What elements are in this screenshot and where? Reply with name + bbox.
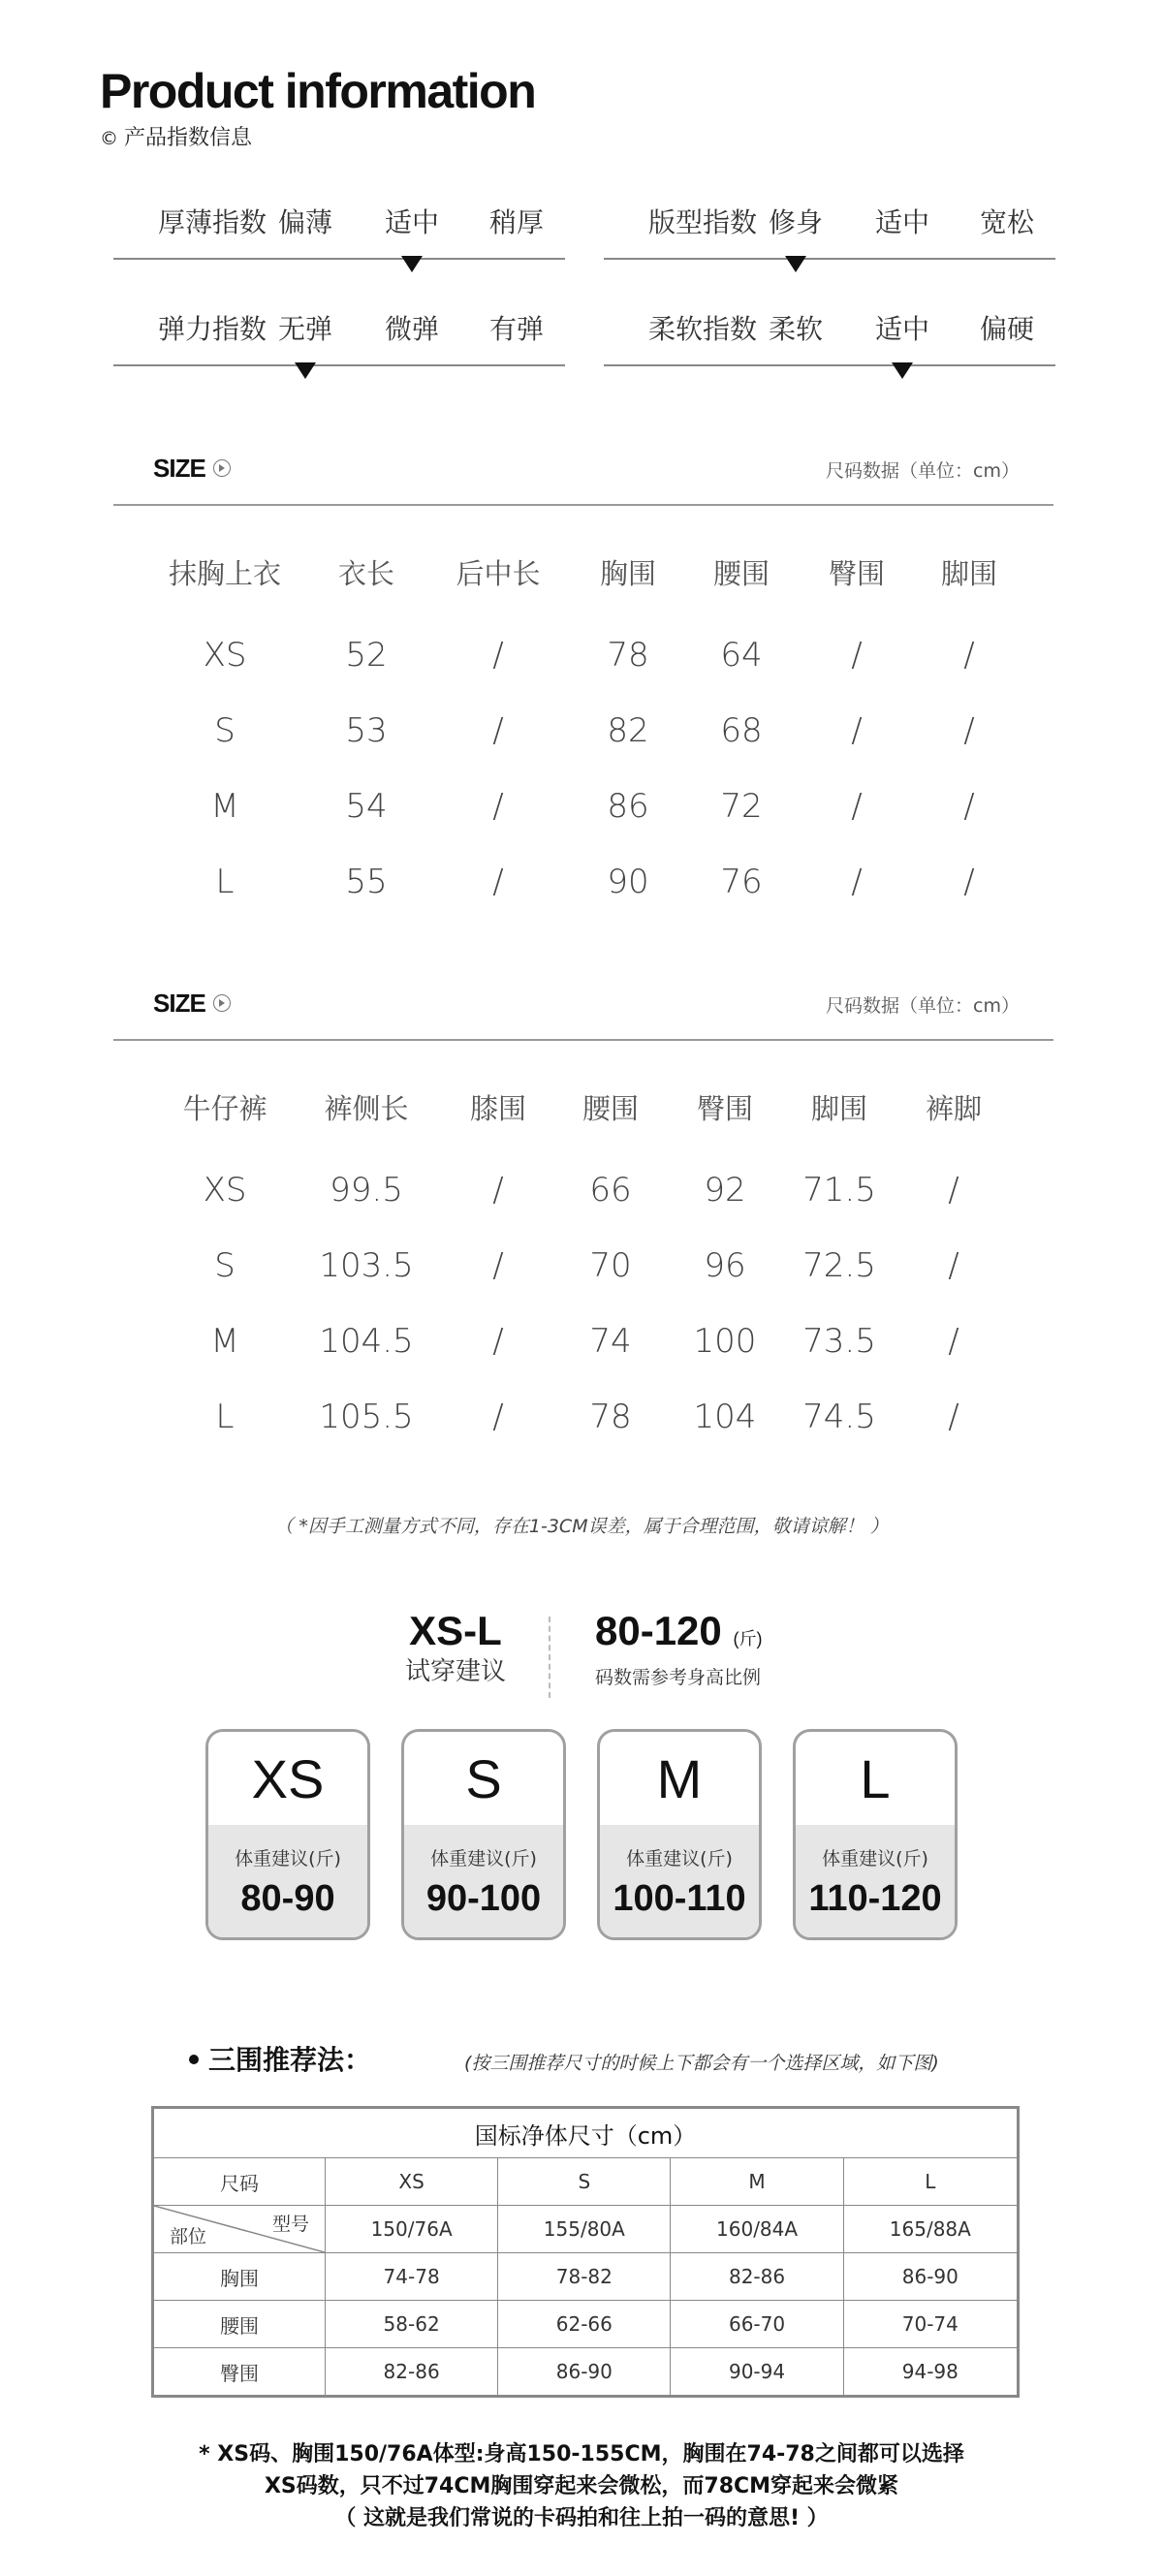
size-header: S [498, 2158, 671, 2206]
table-cell: 104 [693, 1398, 757, 1436]
table-cell: / [492, 1322, 504, 1361]
table-cell: 74.5 [802, 1398, 876, 1436]
table-cell: / [492, 787, 504, 826]
index-scale [604, 202, 1055, 256]
index-name: 柔软指数 [647, 313, 758, 345]
column-header: 脚围 [810, 1092, 868, 1125]
value-cell: 86-90 [498, 2348, 671, 2397]
column-header: 胸围 [599, 557, 657, 590]
card-size: M [656, 1747, 703, 1809]
unit-note: 尺码数据（单位：cm） [826, 460, 1020, 482]
part-cell: 腰围 [153, 2301, 326, 2348]
footnote-line: （ 这就是我们常说的卡码拍和往上拍一码的意思! ） [334, 2506, 829, 2530]
index-name: 版型指数 [647, 206, 758, 238]
table-cell: / [851, 863, 863, 901]
size-heading-top [153, 454, 231, 483]
size-card [401, 1729, 566, 1940]
column-header: 裤脚 [925, 1092, 983, 1125]
footnote [0, 2438, 1163, 2534]
part-cell: 胸围 [153, 2253, 326, 2301]
row-size: S [214, 1246, 236, 1285]
table-cell: / [963, 711, 975, 750]
value-cell: 74-78 [326, 2253, 498, 2301]
model-label: 型号 [271, 2214, 309, 2235]
diagonal-header-cell [153, 2206, 326, 2253]
card-weight-label: 体重建议(斤) [822, 1848, 928, 1869]
table-cell: 72 [720, 787, 763, 826]
card-weight-range: 100-110 [613, 1878, 746, 1919]
index-name: 弹力指数 [157, 313, 267, 345]
table-cell: / [851, 711, 863, 750]
table-cell: 68 [720, 711, 763, 750]
size-card [793, 1729, 958, 1940]
trial-weight-block [595, 1607, 762, 1692]
footnote-line: * XS码、胸围150/76A体型:身高150-155CM，胸围在74-78之间都可以选择 [199, 2442, 964, 2466]
scale-line [113, 364, 565, 366]
trial-size-range: XS-L [409, 1608, 502, 1653]
index-option: 宽松 [979, 206, 1035, 238]
copyright-icon: © [100, 128, 118, 149]
table-row [153, 2253, 1019, 2301]
column-header: 脚围 [940, 557, 998, 590]
table-cell: 90 [607, 863, 649, 901]
scale-line [604, 364, 1055, 366]
card-weight [404, 1825, 563, 1937]
table-caption: 国标净体尺寸（cm） [153, 2108, 1019, 2158]
size-header: L [843, 2158, 1018, 2206]
index-option: 适中 [384, 206, 440, 238]
row-size: M [210, 1322, 239, 1361]
column-header: 腰围 [582, 1092, 640, 1125]
table-cell: / [851, 787, 863, 826]
card-weight-label: 体重建议(斤) [626, 1848, 733, 1869]
column-header: 抹胸上衣 [168, 557, 282, 590]
card-weight-label: 体重建议(斤) [430, 1848, 537, 1869]
index-option: 适中 [874, 313, 930, 345]
subtitle-text: 产品指数信息 [124, 126, 253, 150]
table-cell: 73.5 [802, 1322, 876, 1361]
table-cell: 78 [589, 1398, 632, 1436]
method-heading-row [189, 2039, 939, 2078]
model-cell: 155/80A [498, 2206, 671, 2253]
value-cell: 66-70 [671, 2301, 843, 2348]
card-weight [600, 1825, 759, 1937]
scale-line [604, 258, 1055, 260]
value-cell: 94-98 [843, 2348, 1018, 2397]
unit-note: 尺码数据（单位：cm） [826, 995, 1020, 1017]
index-option: 适中 [874, 206, 930, 238]
table-row [153, 2301, 1019, 2348]
part-cell: 臀围 [153, 2348, 326, 2397]
index-option: 偏薄 [277, 206, 333, 238]
size-label: SIZE [153, 454, 205, 483]
size-card [205, 1729, 370, 1940]
index-option: 修身 [768, 206, 824, 238]
card-weight-label: 体重建议(斤) [235, 1848, 341, 1869]
divider [113, 1039, 1053, 1041]
card-size: S [465, 1747, 502, 1809]
row-size: XS [203, 636, 247, 675]
table-cell: 64 [720, 636, 763, 675]
index-option: 无弹 [277, 313, 333, 345]
method-heading: 三围推荐法： [208, 2044, 372, 2076]
triangle-down-icon [892, 362, 913, 379]
table-cell: / [963, 787, 975, 826]
table-cell: 76 [720, 863, 763, 901]
method-note: (按三围推荐尺寸的时候上下都会有一个选择区域，如下图) [464, 2053, 939, 2074]
table-cell: 82 [607, 711, 649, 750]
weight-unit: (斤) [733, 1629, 763, 1649]
table-cell: / [948, 1246, 959, 1285]
table-cell: / [851, 636, 863, 675]
index-option: 稍厚 [488, 206, 545, 238]
column-header: 衣长 [337, 557, 395, 590]
page-subtitle [100, 124, 252, 153]
card-weight-range: 110-120 [808, 1878, 942, 1919]
index-option: 柔软 [768, 313, 824, 345]
size-header: XS [326, 2158, 498, 2206]
trial-weight-range [595, 1607, 762, 1663]
trial-weight-label: 码数需参考身高比例 [595, 1667, 762, 1688]
table-cell: / [492, 636, 504, 675]
row-size: M [210, 787, 239, 826]
arrow-right-icon [213, 994, 231, 1012]
table-cell: 66 [589, 1171, 632, 1209]
scale-line [113, 258, 565, 260]
table-cell: / [948, 1322, 959, 1361]
card-weight-range: 90-100 [425, 1878, 542, 1919]
index-name: 厚薄指数 [157, 206, 267, 238]
value-cell: 86-90 [843, 2253, 1018, 2301]
table-cell: / [492, 1246, 504, 1285]
card-weight-range: 80-90 [240, 1878, 335, 1919]
row-size: L [215, 863, 235, 901]
table-cell: 100 [693, 1322, 757, 1361]
model-cell: 150/76A [326, 2206, 498, 2253]
column-header: 后中长 [456, 557, 541, 590]
triangle-down-icon [295, 362, 316, 379]
measurement-disclaimer: （ *因手工测量方式不同，存在1-3CM误差，属于合理范围，敬请谅解！ ） [274, 1516, 889, 1537]
model-cell: 160/84A [671, 2206, 843, 2253]
triangle-down-icon [785, 256, 806, 272]
table-cell: 53 [345, 711, 388, 750]
table-cell: 96 [704, 1246, 746, 1285]
weight-range-value: 80-120 [595, 1608, 722, 1653]
table-cell: 72.5 [802, 1246, 876, 1285]
card-weight [208, 1825, 367, 1937]
value-cell: 62-66 [498, 2301, 671, 2348]
table-cell: 52 [345, 636, 388, 675]
table-cell: / [948, 1398, 959, 1436]
size-col-header: 尺码 [153, 2158, 326, 2206]
table-cell: 71.5 [802, 1171, 876, 1209]
table-cell: 54 [345, 787, 388, 826]
card-weight [796, 1825, 955, 1937]
table-row [153, 2348, 1019, 2397]
model-cell: 165/88A [843, 2206, 1018, 2253]
arrow-right-icon [213, 459, 231, 477]
index-scale [604, 308, 1055, 362]
table-cell: / [492, 1398, 504, 1436]
bullet-icon [189, 2055, 199, 2064]
column-header: 裤侧长 [324, 1092, 409, 1125]
row-size: S [214, 711, 236, 750]
value-cell: 58-62 [326, 2301, 498, 2348]
trial-size-label: 试穿建议 [404, 1657, 506, 1686]
card-size: L [860, 1747, 891, 1809]
index-scale [113, 202, 565, 256]
table-cell: 103.5 [319, 1246, 414, 1285]
dashed-divider [549, 1617, 550, 1698]
table-cell: 99.5 [330, 1171, 403, 1209]
row-size: XS [203, 1171, 247, 1209]
table-cell: / [948, 1171, 959, 1209]
table-cell: / [492, 711, 504, 750]
column-header: 臀围 [696, 1092, 754, 1125]
table-cell: / [963, 863, 975, 901]
value-cell: 82-86 [671, 2253, 843, 2301]
table-cell: 86 [607, 787, 649, 826]
value-cell: 90-94 [671, 2348, 843, 2397]
footnote-line: XS码数，只不过74CM胸围穿起来会微松，而78CM穿起来会微紧 [264, 2474, 899, 2498]
table-cell: 70 [589, 1246, 632, 1285]
size-label: SIZE [153, 989, 205, 1018]
index-option: 偏硬 [979, 313, 1035, 345]
card-size: XS [251, 1747, 325, 1809]
size-card [597, 1729, 762, 1940]
standard-size-table [151, 2106, 1020, 2398]
triangle-down-icon [401, 256, 423, 272]
size-heading-jeans [153, 989, 231, 1018]
table-cell: / [492, 863, 504, 901]
table-cell: / [963, 636, 975, 675]
trial-size-block [383, 1607, 528, 1688]
size-header: M [671, 2158, 843, 2206]
table-cell: 78 [607, 636, 649, 675]
table-cell: 74 [589, 1322, 632, 1361]
part-label: 部位 [170, 2226, 207, 2247]
index-option: 有弹 [488, 313, 545, 345]
table-cell: / [492, 1171, 504, 1209]
table-cell: 104.5 [319, 1322, 414, 1361]
divider [113, 504, 1053, 506]
row-size: L [215, 1398, 235, 1436]
column-header: 膝围 [469, 1092, 527, 1125]
value-cell: 78-82 [498, 2253, 671, 2301]
index-scale [113, 308, 565, 362]
value-cell: 82-86 [326, 2348, 498, 2397]
page-title: Product information [100, 64, 536, 118]
table-cell: 55 [345, 863, 388, 901]
table-cell: 105.5 [319, 1398, 414, 1436]
index-option: 微弹 [384, 313, 440, 345]
column-header: 臀围 [828, 557, 886, 590]
column-header: 牛仔裤 [182, 1092, 267, 1125]
table-cell: 92 [704, 1171, 746, 1209]
column-header: 腰围 [712, 557, 770, 590]
value-cell: 70-74 [843, 2301, 1018, 2348]
